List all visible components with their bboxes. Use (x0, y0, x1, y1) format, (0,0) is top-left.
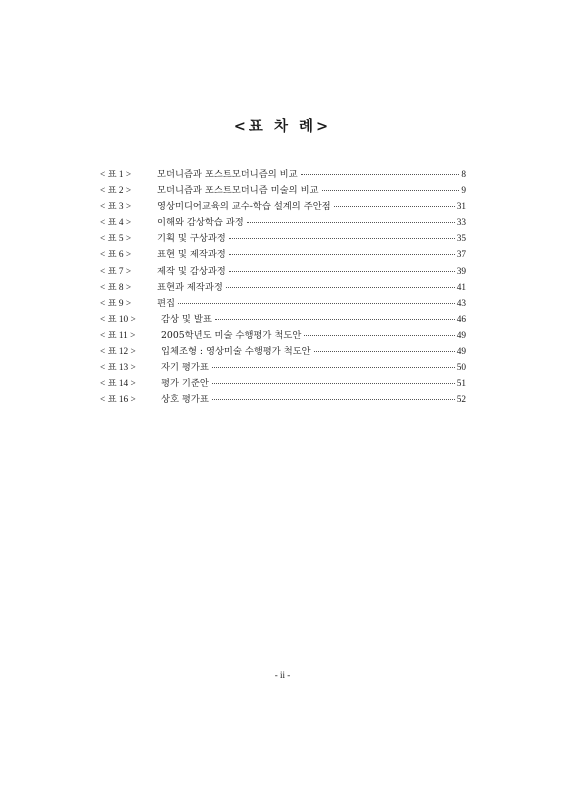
table-number: < 표 10 > (100, 314, 136, 325)
table-list (100, 166, 466, 407)
dot-leader (229, 271, 455, 272)
table-number: < 표 3 > (100, 202, 132, 213)
dot-leader (304, 335, 454, 336)
page-ref: 49 (456, 347, 466, 358)
list-item[interactable] (100, 359, 466, 375)
list-item[interactable] (100, 230, 466, 246)
table-number: < 표 4 > (100, 218, 132, 229)
list-item[interactable] (100, 198, 466, 214)
table-title: 자기 평가표 (161, 362, 209, 374)
dot-leader (212, 383, 455, 384)
table-title: 제작 및 감상과정 (157, 265, 226, 277)
list-item[interactable] (100, 311, 466, 327)
table-title: 영상미디어교육의 교수-학습 설계의 주안점 (157, 201, 331, 213)
list-item[interactable] (100, 391, 466, 407)
dot-leader (226, 287, 455, 288)
dot-leader (334, 206, 455, 207)
table-title: 감상 및 발표 (161, 313, 212, 325)
page-title: <표 차 례> (233, 118, 332, 135)
table-number: < 표 12 > (100, 347, 136, 358)
table-number: < 표 7 > (100, 266, 132, 277)
page-ref: 43 (456, 298, 466, 309)
dot-leader (212, 367, 455, 368)
list-item[interactable] (100, 263, 466, 279)
page-number: - ii - (274, 670, 291, 680)
table-title: 모더니즘과 포스트모더니즘 미술의 비교 (157, 185, 319, 197)
table-title: 표현과 제작과정 (157, 281, 223, 293)
table-title: 이해와 감상학습 과정 (157, 217, 244, 229)
page-ref: 46 (456, 314, 466, 325)
page-ref: 49 (456, 330, 466, 341)
page-ref: 37 (456, 250, 466, 261)
dot-leader (322, 190, 460, 191)
list-item[interactable] (100, 279, 466, 295)
table-number: < 표 11 > (100, 330, 136, 341)
page-ref: 8 (461, 170, 466, 180)
dot-leader (229, 254, 455, 255)
dot-leader (178, 303, 455, 304)
table-title: 표현 및 제작과정 (157, 249, 226, 261)
list-item[interactable] (100, 327, 466, 343)
list-item[interactable] (100, 343, 466, 359)
table-title: 평가 기준안 (161, 378, 209, 390)
dot-leader (247, 222, 455, 223)
dot-leader (215, 319, 455, 320)
table-number: < 표 1 > (100, 170, 132, 180)
table-number: < 표 8 > (100, 282, 132, 293)
table-number: < 표 16 > (100, 395, 136, 406)
table-title: 기획 및 구상과정 (157, 233, 226, 245)
table-number: < 표 5 > (100, 234, 132, 245)
page-ref: 33 (456, 218, 466, 229)
table-number: < 표 9 > (100, 298, 132, 309)
page-ref: 51 (456, 379, 466, 390)
table-number: < 표 14 > (100, 379, 136, 390)
page-ref: 31 (456, 202, 466, 213)
table-number: < 표 2 > (100, 186, 132, 197)
dot-leader (301, 174, 460, 175)
list-item[interactable] (100, 182, 466, 198)
dot-leader (229, 238, 455, 239)
page-ref: 52 (456, 395, 466, 406)
table-title: 입체조형 : 영상미술 수행평가 척도안 (161, 346, 311, 358)
page-ref: 41 (456, 282, 466, 293)
table-number: < 표 13 > (100, 363, 136, 374)
page-ref: 35 (456, 234, 466, 245)
page-ref: 50 (456, 363, 466, 374)
table-title: 모더니즘과 포스트모더니즘의 비교 (157, 169, 298, 180)
table-number: < 표 6 > (100, 250, 132, 261)
dot-leader (314, 351, 455, 352)
list-item[interactable] (100, 246, 466, 262)
list-item[interactable] (100, 375, 466, 391)
page-ref: 9 (461, 186, 466, 197)
list-item[interactable] (100, 214, 466, 230)
list-item[interactable] (100, 166, 466, 182)
table-title: 상호 평가표 (161, 394, 209, 406)
page-ref: 39 (456, 266, 466, 277)
table-title: 2005학년도 미술 수행평가 척도안 (161, 329, 302, 341)
dot-leader (212, 399, 455, 400)
list-item[interactable] (100, 295, 466, 311)
table-title: 편집 (157, 297, 175, 309)
